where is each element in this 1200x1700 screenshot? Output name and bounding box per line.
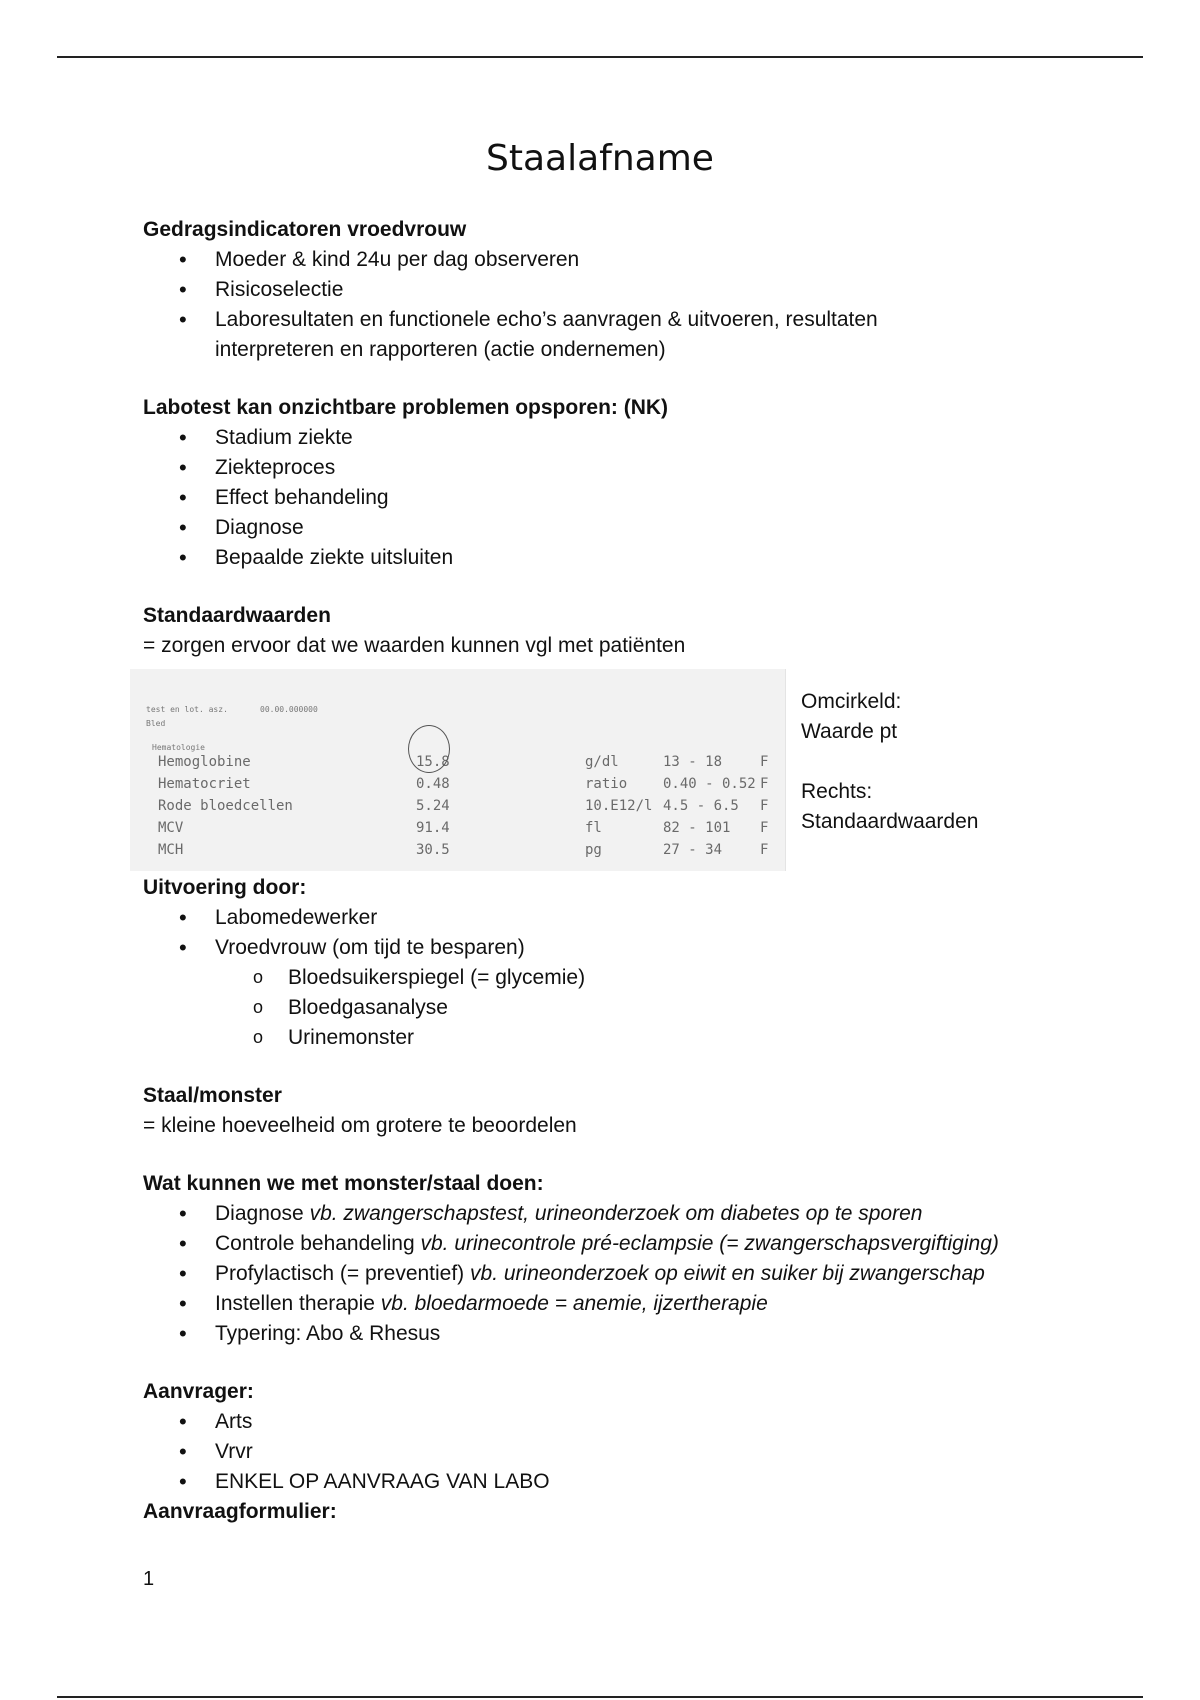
scan-header: test en lot. asz. xyxy=(146,705,228,714)
sub-list-item: o Bloedgasanalyse xyxy=(143,993,1143,1023)
lab-range: 27 - 34 xyxy=(663,842,723,858)
lab-range: 0.40 - 0.52 xyxy=(663,776,756,792)
list-item-example: vb. zwangerschapstest, urineonderzoek om diabetes op te sporen xyxy=(309,1202,923,1225)
annotation-spacer xyxy=(801,747,1101,777)
sub-list-item: o Bloedsuikerspiegel (= glycemie) xyxy=(143,963,1143,993)
list-item xyxy=(143,1319,1143,1349)
list-item: • Risicoselectie xyxy=(143,275,1143,305)
list-item: • Moeder & kind 24u per dag observeren xyxy=(143,245,1143,275)
list-item-example: vb. urinecontrole pré-eclampsie (= zwangerschapsvergiftiging) xyxy=(420,1232,999,1255)
bullet-list xyxy=(143,1407,1143,1497)
list-item xyxy=(143,1229,1143,1259)
lab-value: 30.5 xyxy=(416,842,450,858)
definition-text: = zorgen ervoor dat we waarden kunnen vgl met patiënten xyxy=(143,634,686,657)
section-heading: Wat kunnen we met monster/staal doen: xyxy=(143,1172,544,1195)
section-uitvoering xyxy=(143,873,1143,1053)
list-item-continuation: interpreteren en rapporteren (actie ondernemen) xyxy=(215,338,666,361)
page-number: 1 xyxy=(143,1568,155,1590)
list-item: • Ziekteproces xyxy=(143,453,1143,483)
lab-test-name: MCH xyxy=(158,842,184,858)
header-rule xyxy=(57,56,1143,58)
lab-unit: g/dl xyxy=(585,754,619,770)
lab-test-name: Hemoglobine xyxy=(158,754,251,770)
circled-value-mark xyxy=(408,725,450,773)
document-body xyxy=(143,215,1143,1527)
section-staal xyxy=(143,1081,1143,1141)
lab-unit: pg xyxy=(585,842,602,858)
lab-flag: F xyxy=(760,754,769,770)
page-title: Staalafname xyxy=(486,138,714,179)
lab-unit: 10.E12/l xyxy=(585,798,653,814)
list-item: • Vroedvrouw (om tijd te besparen) xyxy=(143,933,1143,963)
annotation-line: Rechts: xyxy=(801,780,873,803)
annotation-line: Omcirkeld: xyxy=(801,690,902,713)
list-item-text: Profylactisch (= preventief) xyxy=(215,1262,471,1285)
list-item-text: Controle behandeling xyxy=(215,1232,421,1255)
lab-flag: F xyxy=(760,842,769,858)
list-item-text: Laboresultaten en functionele echo’s aanvragen & uitvoeren, resultaten xyxy=(215,308,878,331)
figure-annotation xyxy=(801,687,1101,837)
lab-result-figure xyxy=(143,669,1143,873)
lab-range: 13 - 18 xyxy=(663,754,723,770)
list-item: • Vrvr xyxy=(143,1437,1143,1467)
section-heading: Uitvoering door: xyxy=(143,876,307,899)
list-item xyxy=(143,1259,1143,1289)
lab-result-scan xyxy=(130,669,786,871)
lab-flag: F xyxy=(760,776,769,792)
annotation-line: Waarde pt xyxy=(801,720,898,743)
lab-value: 0.48 xyxy=(416,776,450,792)
definition-text: = kleine hoeveelheid om grotere te beoordelen xyxy=(143,1114,577,1137)
lab-test-name: Hematocriet xyxy=(158,776,251,792)
scan-header: Bled xyxy=(146,719,166,728)
lab-value: 91.4 xyxy=(416,820,450,836)
lab-value: 5.24 xyxy=(416,798,450,814)
sub-list-item: o Urinemonster xyxy=(143,1023,1143,1053)
section-heading: Labotest kan onzichtbare problemen opsporen: (NK) xyxy=(143,396,669,419)
list-item: • Effect behandeling xyxy=(143,483,1143,513)
lab-test-name: MCV xyxy=(158,820,184,836)
list-item: • Arts xyxy=(143,1407,1143,1437)
sub-bullet-list xyxy=(143,963,1143,1053)
list-item: • Bepaalde ziekte uitsluiten xyxy=(143,543,1143,573)
section-aanvrager xyxy=(143,1377,1143,1527)
list-item: • ENKEL OP AANVRAAG VAN LABO xyxy=(143,1467,1143,1497)
list-item-example: vb. urineonderzoek op eiwit en suiker bij zwangerschap xyxy=(470,1262,985,1285)
lab-value: 15.8 xyxy=(416,754,450,770)
section-heading: Standaardwaarden xyxy=(143,604,331,627)
lab-range: 82 - 101 xyxy=(663,820,731,836)
list-item: • Diagnose xyxy=(143,513,1143,543)
section-heading: Aanvrager: xyxy=(143,1380,254,1403)
scan-header: 00.00.000000 xyxy=(260,705,318,714)
bullet-list xyxy=(143,423,1143,573)
list-item: • Stadium ziekte xyxy=(143,423,1143,453)
lab-test-name: Rode bloedcellen xyxy=(158,798,293,814)
list-item-text: Instellen therapie xyxy=(215,1292,381,1315)
list-item-text: Typering: Abo & Rhesus xyxy=(215,1322,441,1345)
bullet-list xyxy=(143,245,1143,365)
section-heading: Aanvraagformulier: xyxy=(143,1500,337,1523)
list-item-example: vb. bloedarmoede = anemie, ijzertherapie xyxy=(380,1292,768,1315)
annotation-line: Standaardwaarden xyxy=(801,810,979,833)
bullet-list xyxy=(143,903,1143,963)
section-standaardwaarden xyxy=(143,601,1143,873)
list-item: • Labomedewerker xyxy=(143,903,1143,933)
section-heading: Staal/monster xyxy=(143,1084,282,1107)
lab-flag: F xyxy=(760,820,769,836)
lab-flag: F xyxy=(760,798,769,814)
list-item xyxy=(143,1289,1143,1319)
lab-unit: ratio xyxy=(585,776,628,792)
scan-header: Hematologie xyxy=(152,743,205,752)
list-item xyxy=(143,1199,1143,1229)
section-wat-kunnen-we xyxy=(143,1169,1143,1349)
list-item-text: Diagnose xyxy=(215,1202,310,1225)
lab-range: 4.5 - 6.5 xyxy=(663,798,739,814)
lab-unit: fl xyxy=(585,820,602,836)
footer-rule xyxy=(57,1696,1143,1698)
section-labotest xyxy=(143,393,1143,573)
list-item xyxy=(143,305,1143,365)
section-heading: Gedragsindicatoren vroedvrouw xyxy=(143,218,467,241)
section-gedragsindicatoren xyxy=(143,215,1143,365)
bullet-list xyxy=(143,1199,1143,1349)
